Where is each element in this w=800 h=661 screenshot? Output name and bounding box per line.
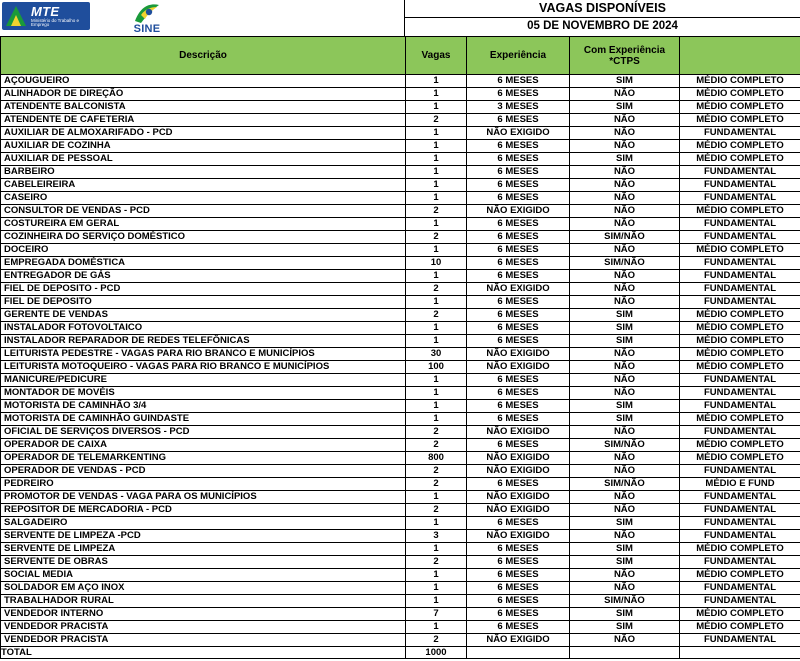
row-vagas: 3 [406, 530, 467, 543]
table-row [1, 374, 800, 387]
row-vagas: 10 [406, 257, 467, 270]
row-experiencia: 3 MESES [467, 101, 570, 114]
row-escolaridade: FUNDAMENTAL [680, 387, 800, 400]
row-escolaridade: MÉDIO COMPLETO [680, 413, 800, 426]
row-descricao: COSTUREIRA EM GERAL [1, 218, 406, 231]
row-experiencia: 6 MESES [467, 309, 570, 322]
row-vagas: 2 [406, 231, 467, 244]
sine-logo [127, 1, 167, 35]
row-escolaridade: MÉDIO COMPLETO [680, 348, 800, 361]
table-row [1, 413, 800, 426]
mte-logo-icon [4, 4, 28, 28]
title-box [404, 0, 800, 36]
table-row [1, 426, 800, 439]
row-ctps: SIM/NÃO [570, 257, 680, 270]
row-descricao: MANICURE/PEDICURE [1, 374, 406, 387]
table-row [1, 582, 800, 595]
row-descricao: ATENDENTE BALCONISTA [1, 101, 406, 114]
table-row [1, 205, 800, 218]
row-experiencia: 6 MESES [467, 556, 570, 569]
row-vagas: 1 [406, 335, 467, 348]
logo-area [0, 0, 404, 36]
row-escolaridade: MÉDIO COMPLETO [680, 88, 800, 101]
row-escolaridade: FUNDAMENTAL [680, 270, 800, 283]
table-header-row [1, 37, 800, 75]
table-row [1, 140, 800, 153]
sine-flag-icon [127, 1, 167, 25]
row-experiencia: NÃO EXIGIDO [467, 634, 570, 647]
row-descricao: ALINHADOR DE DIREÇÃO [1, 88, 406, 101]
table-row [1, 75, 800, 88]
row-descricao: LEITURISTA PEDESTRE - VAGAS PARA RIO BRANCO E MUNICÍPIOS [1, 348, 406, 361]
row-experiencia: 6 MESES [467, 517, 570, 530]
row-descricao: AUXILIAR DE PESSOAL [1, 153, 406, 166]
row-experiencia: 6 MESES [467, 478, 570, 491]
row-descricao: OPERADOR DE VENDAS - PCD [1, 465, 406, 478]
row-descricao: INSTALADOR REPARADOR DE REDES TELEFÔNICAS [1, 335, 406, 348]
row-descricao: FIEL DE DEPOSITO [1, 296, 406, 309]
row-descricao: SOCIAL MEDIA [1, 569, 406, 582]
total-value: 1000 [406, 647, 467, 659]
row-escolaridade: FUNDAMENTAL [680, 426, 800, 439]
table-row [1, 621, 800, 634]
table-row [1, 101, 800, 114]
row-experiencia: NÃO EXIGIDO [467, 283, 570, 296]
row-descricao: FIEL DE DEPOSITO - PCD [1, 283, 406, 296]
row-ctps: SIM [570, 309, 680, 322]
table-row [1, 127, 800, 140]
row-descricao: MOTORISTA DE CAMINHÃO 3/4 [1, 400, 406, 413]
row-ctps: SIM/NÃO [570, 439, 680, 452]
table-row [1, 296, 800, 309]
table-row [1, 556, 800, 569]
row-vagas: 1 [406, 166, 467, 179]
row-experiencia: 6 MESES [467, 387, 570, 400]
row-descricao: TRABALHADOR RURAL [1, 595, 406, 608]
row-vagas: 1 [406, 387, 467, 400]
row-descricao: PEDREIRO [1, 478, 406, 491]
row-experiencia: 6 MESES [467, 218, 570, 231]
sine-logo-title: SINE [133, 23, 161, 35]
row-escolaridade: MÉDIO COMPLETO [680, 335, 800, 348]
row-escolaridade: FUNDAMENTAL [680, 374, 800, 387]
row-descricao: OPERADOR DE CAIXA [1, 439, 406, 452]
column-header-escolaridade [680, 37, 800, 75]
row-escolaridade: FUNDAMENTAL [680, 504, 800, 517]
row-experiencia: NÃO EXIGIDO [467, 127, 570, 140]
table-row [1, 491, 800, 504]
row-descricao: SALGADEIRO [1, 517, 406, 530]
row-descricao: ATENDENTE DE CAFETERIA [1, 114, 406, 127]
row-vagas: 1 [406, 270, 467, 283]
row-vagas: 1 [406, 413, 467, 426]
total-empty-cell [570, 647, 680, 659]
row-descricao: INSTALADOR FOTOVOLTAICO [1, 322, 406, 335]
row-ctps: NÃO [570, 504, 680, 517]
row-descricao: SOLDADOR EM AÇO INOX [1, 582, 406, 595]
table-row [1, 166, 800, 179]
row-experiencia: 6 MESES [467, 374, 570, 387]
row-ctps: SIM [570, 400, 680, 413]
row-descricao: CONSULTOR DE VENDAS - PCD [1, 205, 406, 218]
row-ctps: NÃO [570, 374, 680, 387]
row-vagas: 1 [406, 374, 467, 387]
row-experiencia: NÃO EXIGIDO [467, 361, 570, 374]
row-ctps: SIM [570, 335, 680, 348]
row-escolaridade: FUNDAMENTAL [680, 218, 800, 231]
row-vagas: 1 [406, 569, 467, 582]
row-experiencia: NÃO EXIGIDO [467, 348, 570, 361]
row-descricao: CASEIRO [1, 192, 406, 205]
row-escolaridade: FUNDAMENTAL [680, 465, 800, 478]
row-vagas: 2 [406, 283, 467, 296]
row-ctps: NÃO [570, 166, 680, 179]
row-vagas: 1 [406, 127, 467, 140]
row-experiencia: 6 MESES [467, 608, 570, 621]
row-escolaridade: FUNDAMENTAL [680, 634, 800, 647]
row-escolaridade: MÉDIO COMPLETO [680, 569, 800, 582]
row-escolaridade: FUNDAMENTAL [680, 296, 800, 309]
row-experiencia: 6 MESES [467, 179, 570, 192]
row-vagas: 2 [406, 634, 467, 647]
row-vagas: 1 [406, 595, 467, 608]
row-ctps: NÃO [570, 530, 680, 543]
row-escolaridade: MÉDIO COMPLETO [680, 153, 800, 166]
table-row [1, 387, 800, 400]
table-row [1, 608, 800, 621]
row-experiencia: 6 MESES [467, 400, 570, 413]
row-ctps: NÃO [570, 283, 680, 296]
row-vagas: 1 [406, 140, 467, 153]
row-experiencia: NÃO EXIGIDO [467, 530, 570, 543]
row-ctps: NÃO [570, 88, 680, 101]
row-ctps: NÃO [570, 465, 680, 478]
row-descricao: LEITURISTA MOTOQUEIRO - VAGAS PARA RIO BRANCO E MUNICÍPIOS [1, 361, 406, 374]
row-vagas: 1 [406, 192, 467, 205]
total-label: TOTAL [1, 647, 406, 659]
row-descricao: PROMOTOR DE VENDAS - VAGA PARA OS MUNICÍPIOS [1, 491, 406, 504]
row-vagas: 1 [406, 218, 467, 231]
row-descricao: MONTADOR DE MOVÉIS [1, 387, 406, 400]
row-escolaridade: FUNDAMENTAL [680, 192, 800, 205]
document-header [0, 0, 800, 36]
row-escolaridade: MÉDIO COMPLETO [680, 608, 800, 621]
row-descricao: SERVENTE DE OBRAS [1, 556, 406, 569]
table-row [1, 465, 800, 478]
row-vagas: 2 [406, 504, 467, 517]
row-vagas: 7 [406, 608, 467, 621]
row-descricao: MOTORISTA DE CAMINHÃO GUINDASTE [1, 413, 406, 426]
row-descricao: VENDEDOR INTERNO [1, 608, 406, 621]
row-vagas: 1 [406, 543, 467, 556]
row-ctps: NÃO [570, 192, 680, 205]
row-vagas: 1 [406, 244, 467, 257]
page-date: 05 DE NOVEMBRO DE 2024 [527, 20, 678, 32]
row-ctps: NÃO [570, 270, 680, 283]
row-experiencia: 6 MESES [467, 621, 570, 634]
row-experiencia: 6 MESES [467, 231, 570, 244]
row-escolaridade: FUNDAMENTAL [680, 530, 800, 543]
row-ctps: NÃO [570, 387, 680, 400]
row-vagas: 1 [406, 75, 467, 88]
row-ctps: SIM [570, 413, 680, 426]
row-ctps: SIM [570, 517, 680, 530]
table-row [1, 348, 800, 361]
row-vagas: 1 [406, 179, 467, 192]
row-experiencia: 6 MESES [467, 88, 570, 101]
row-descricao: GERENTE DE VENDAS [1, 309, 406, 322]
row-vagas: 1 [406, 621, 467, 634]
row-descricao: CABELEIREIRA [1, 179, 406, 192]
row-ctps: NÃO [570, 218, 680, 231]
row-experiencia: 6 MESES [467, 322, 570, 335]
table-row [1, 153, 800, 166]
row-escolaridade: FUNDAMENTAL [680, 257, 800, 270]
row-ctps: SIM [570, 153, 680, 166]
row-ctps: NÃO [570, 634, 680, 647]
row-descricao: REPOSITOR DE MERCADORIA - PCD [1, 504, 406, 517]
row-ctps: NÃO [570, 114, 680, 127]
row-escolaridade: MÉDIO COMPLETO [680, 361, 800, 374]
table-row [1, 244, 800, 257]
row-ctps: SIM [570, 621, 680, 634]
table-row [1, 439, 800, 452]
row-escolaridade: FUNDAMENTAL [680, 231, 800, 244]
row-vagas: 100 [406, 361, 467, 374]
row-experiencia: 6 MESES [467, 335, 570, 348]
column-header-ctps-line1: Com Experiência [583, 44, 666, 56]
row-escolaridade: MÉDIO COMPLETO [680, 439, 800, 452]
vagas-table [0, 36, 800, 659]
row-experiencia: 6 MESES [467, 595, 570, 608]
table-row [1, 192, 800, 205]
row-experiencia: 6 MESES [467, 166, 570, 179]
row-vagas: 1 [406, 582, 467, 595]
row-descricao: ENTREGADOR DE GÁS [1, 270, 406, 283]
row-vagas: 2 [406, 439, 467, 452]
row-descricao: VENDEDOR PRACISTA [1, 621, 406, 634]
table-row [1, 517, 800, 530]
row-experiencia: 6 MESES [467, 439, 570, 452]
page-title: VAGAS DISPONÍVEIS [405, 0, 800, 18]
table-row [1, 400, 800, 413]
row-ctps: SIM [570, 556, 680, 569]
column-header-ctps-line2: *CTPS [609, 55, 640, 67]
row-descricao: EMPREGADA DOMÉSTICA [1, 257, 406, 270]
row-experiencia: 6 MESES [467, 543, 570, 556]
row-escolaridade: MÉDIO COMPLETO [680, 101, 800, 114]
row-descricao: AUXILIAR DE ALMOXARIFADO - PCD [1, 127, 406, 140]
row-experiencia: 6 MESES [467, 270, 570, 283]
row-escolaridade: FUNDAMENTAL [680, 595, 800, 608]
row-ctps: NÃO [570, 205, 680, 218]
row-escolaridade: MÉDIO COMPLETO [680, 205, 800, 218]
row-descricao: OPERADOR DE TELEMARKENTING [1, 452, 406, 465]
row-experiencia: 6 MESES [467, 582, 570, 595]
row-escolaridade: FUNDAMENTAL [680, 166, 800, 179]
row-escolaridade: MÉDIO COMPLETO [680, 140, 800, 153]
table-row [1, 257, 800, 270]
row-ctps: NÃO [570, 361, 680, 374]
row-escolaridade: MÉDIO COMPLETO [680, 621, 800, 634]
row-experiencia: NÃO EXIGIDO [467, 491, 570, 504]
table-row [1, 478, 800, 491]
mte-logo-subtitle: Ministério do Trabalho e Emprego [31, 17, 80, 27]
row-vagas: 2 [406, 114, 467, 127]
row-ctps: SIM/NÃO [570, 231, 680, 244]
row-vagas: 1 [406, 101, 467, 114]
table-row [1, 309, 800, 322]
row-escolaridade: FUNDAMENTAL [680, 556, 800, 569]
row-ctps: SIM/NÃO [570, 478, 680, 491]
table-row [1, 231, 800, 244]
row-escolaridade: MÉDIO COMPLETO [680, 75, 800, 88]
table-row [1, 361, 800, 374]
row-escolaridade: MÉDIO COMPLETO [680, 244, 800, 257]
table-row [1, 335, 800, 348]
table-row [1, 322, 800, 335]
total-empty-cell [680, 647, 800, 659]
table-row [1, 114, 800, 127]
row-vagas: 1 [406, 517, 467, 530]
row-escolaridade: FUNDAMENTAL [680, 400, 800, 413]
row-vagas: 1 [406, 88, 467, 101]
row-ctps: SIM/NÃO [570, 595, 680, 608]
row-ctps: NÃO [570, 491, 680, 504]
column-header-ctps [570, 37, 680, 75]
row-descricao: AÇOUGUEIRO [1, 75, 406, 88]
row-experiencia: 6 MESES [467, 140, 570, 153]
table-row [1, 634, 800, 647]
row-vagas: 1 [406, 322, 467, 335]
table-row [1, 283, 800, 296]
table-row [1, 595, 800, 608]
row-vagas: 1 [406, 491, 467, 504]
row-experiencia: 6 MESES [467, 192, 570, 205]
table-row [1, 179, 800, 192]
row-escolaridade: MÉDIO COMPLETO [680, 322, 800, 335]
row-escolaridade: FUNDAMENTAL [680, 517, 800, 530]
row-escolaridade: MÉDIO COMPLETO [680, 309, 800, 322]
row-vagas: 2 [406, 556, 467, 569]
row-vagas: 2 [406, 426, 467, 439]
row-vagas: 1 [406, 400, 467, 413]
row-descricao: VENDEDOR PRACISTA [1, 634, 406, 647]
table-row [1, 88, 800, 101]
row-experiencia: 6 MESES [467, 75, 570, 88]
row-experiencia: 6 MESES [467, 153, 570, 166]
row-ctps: SIM [570, 101, 680, 114]
row-experiencia: NÃO EXIGIDO [467, 465, 570, 478]
mte-logo-title: MTE [31, 3, 60, 19]
row-descricao: OFICIAL DE SERVIÇOS DIVERSOS - PCD [1, 426, 406, 439]
row-ctps: NÃO [570, 127, 680, 140]
table-row [1, 569, 800, 582]
total-empty-cell [467, 647, 570, 659]
table-row [1, 452, 800, 465]
row-escolaridade: FUNDAMENTAL [680, 283, 800, 296]
row-escolaridade: FUNDAMENTAL [680, 179, 800, 192]
row-experiencia: NÃO EXIGIDO [467, 452, 570, 465]
row-experiencia: 6 MESES [467, 257, 570, 270]
row-ctps: NÃO [570, 582, 680, 595]
total-row [1, 647, 800, 659]
row-vagas: 2 [406, 309, 467, 322]
column-header-vagas: Vagas [406, 37, 467, 75]
row-ctps: SIM [570, 322, 680, 335]
row-descricao: COZINHEIRA DO SERVIÇO DOMÉSTICO [1, 231, 406, 244]
row-experiencia: 6 MESES [467, 413, 570, 426]
row-experiencia: 6 MESES [467, 296, 570, 309]
row-descricao: BARBEIRO [1, 166, 406, 179]
row-experiencia: 6 MESES [467, 114, 570, 127]
row-escolaridade: FUNDAMENTAL [680, 491, 800, 504]
row-escolaridade: FUNDAMENTAL [680, 582, 800, 595]
row-experiencia: NÃO EXIGIDO [467, 504, 570, 517]
row-vagas: 30 [406, 348, 467, 361]
column-header-descricao: Descrição [1, 37, 406, 75]
row-escolaridade: MÉDIO E FUND [680, 478, 800, 491]
row-experiencia: NÃO EXIGIDO [467, 205, 570, 218]
row-experiencia: 6 MESES [467, 569, 570, 582]
row-ctps: SIM [570, 608, 680, 621]
column-header-experiencia: Experiência [467, 37, 570, 75]
row-ctps: NÃO [570, 348, 680, 361]
row-ctps: NÃO [570, 296, 680, 309]
row-ctps: NÃO [570, 244, 680, 257]
row-descricao: SERVENTE DE LIMPEZA -PCD [1, 530, 406, 543]
row-descricao: SERVENTE DE LIMPEZA [1, 543, 406, 556]
table-row [1, 218, 800, 231]
row-vagas: 2 [406, 478, 467, 491]
row-escolaridade: MÉDIO COMPLETO [680, 114, 800, 127]
row-ctps: NÃO [570, 452, 680, 465]
row-vagas: 2 [406, 205, 467, 218]
row-experiencia: NÃO EXIGIDO [467, 426, 570, 439]
row-vagas: 2 [406, 465, 467, 478]
row-experiencia: 6 MESES [467, 244, 570, 257]
row-vagas: 800 [406, 452, 467, 465]
row-escolaridade: MÉDIO COMPLETO [680, 452, 800, 465]
mte-logo [2, 2, 90, 30]
table-row [1, 543, 800, 556]
table-row [1, 270, 800, 283]
row-escolaridade: FUNDAMENTAL [680, 127, 800, 140]
table-row [1, 504, 800, 517]
row-ctps: SIM [570, 75, 680, 88]
row-escolaridade: MÉDIO COMPLETO [680, 543, 800, 556]
row-vagas: 1 [406, 153, 467, 166]
table-row [1, 530, 800, 543]
row-ctps: NÃO [570, 426, 680, 439]
row-ctps: NÃO [570, 569, 680, 582]
row-ctps: NÃO [570, 179, 680, 192]
row-ctps: SIM [570, 543, 680, 556]
row-vagas: 1 [406, 296, 467, 309]
row-descricao: DOCEIRO [1, 244, 406, 257]
row-descricao: AUXILIAR DE COZINHA [1, 140, 406, 153]
row-ctps: NÃO [570, 140, 680, 153]
table-body [1, 75, 800, 647]
